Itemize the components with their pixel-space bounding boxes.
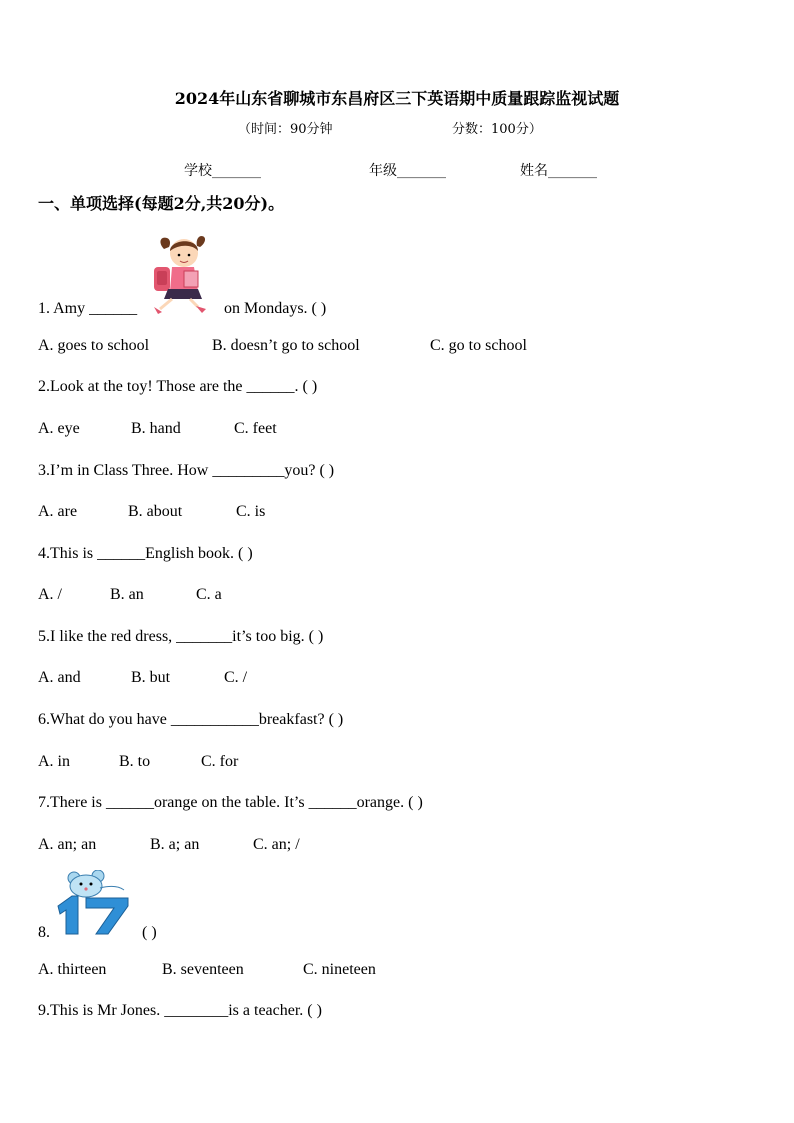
question-2-option-c: C. feet xyxy=(234,420,277,437)
girl-with-backpack-icon xyxy=(150,233,210,318)
question-2: 2.Look at the toy! Those are the ______. ( ) xyxy=(38,378,318,395)
page-title: 2024年山东省聊城市东昌府区三下英语期中质量跟踪监视试题 xyxy=(174,89,620,108)
question-5: 5.I like the red dress, _______it’s too big. ( ) xyxy=(38,628,324,645)
question-4: 4.This is ______English book. ( ) xyxy=(38,545,253,562)
question-1 xyxy=(38,300,137,318)
section-heading: 一、单项选择(每题2分,共20分)。 xyxy=(38,194,285,213)
exam-time: （时间：90分钟 xyxy=(238,122,333,137)
question-3-option-c: C. is xyxy=(236,503,266,520)
question-7: 7.There is ______orange on the table. It’s ______orange. ( ) xyxy=(38,794,423,811)
question-5-option-a: A. and xyxy=(38,669,81,686)
question-3-option-a: A. are xyxy=(38,503,78,520)
question-8-option-b: B. seventeen xyxy=(162,961,244,978)
question-6-option-c: C. for xyxy=(201,753,239,770)
question-7-option-c: C. an; / xyxy=(253,836,300,853)
grade-field: 年级_______ xyxy=(369,163,446,179)
question-1-option-a: A. goes to school xyxy=(38,337,150,354)
question-1-text: 1. Amy ______ xyxy=(38,300,138,317)
question-5-option-c: C. / xyxy=(224,669,248,686)
question-6: 6.What do you have ___________breakfast? ( ) xyxy=(38,711,344,728)
question-7-option-b: B. a; an xyxy=(150,836,200,853)
question-1-tail: on Mondays. ( ) xyxy=(224,300,327,317)
question-4-option-c: C. a xyxy=(196,586,222,603)
question-1-option-b: B. doesn’t go to school xyxy=(212,337,360,354)
question-6-option-a: A. in xyxy=(38,753,70,770)
question-6-option-b: B. to xyxy=(119,753,151,770)
question-1-option-c: C. go to school xyxy=(430,337,527,354)
question-8-option-a: A. thirteen xyxy=(38,961,107,978)
school-field: 学校_______ xyxy=(184,163,261,179)
question-8: 8. xyxy=(38,924,50,941)
question-3: 3.I’m in Class Three. How _________you? ( ) xyxy=(38,462,335,479)
question-2-option-b: B. hand xyxy=(131,420,181,437)
question-9: 9.This is Mr Jones. ________is a teacher. ( ) xyxy=(38,1002,322,1019)
question-5-option-b: B. but xyxy=(131,669,171,686)
question-4-option-a: A. / xyxy=(38,586,62,603)
question-3-option-b: B. about xyxy=(128,503,183,520)
question-8-option-c: C. nineteen xyxy=(303,961,376,978)
number-17-with-mouse-icon xyxy=(54,870,134,938)
question-7-option-a: A. an; an xyxy=(38,836,97,853)
question-2-option-a: A. eye xyxy=(38,420,80,437)
question-4-option-b: B. an xyxy=(110,586,144,603)
name-field: 姓名_______ xyxy=(520,163,597,179)
question-8-tail: ( ) xyxy=(142,924,157,941)
exam-score: 分数：100分） xyxy=(452,122,542,137)
